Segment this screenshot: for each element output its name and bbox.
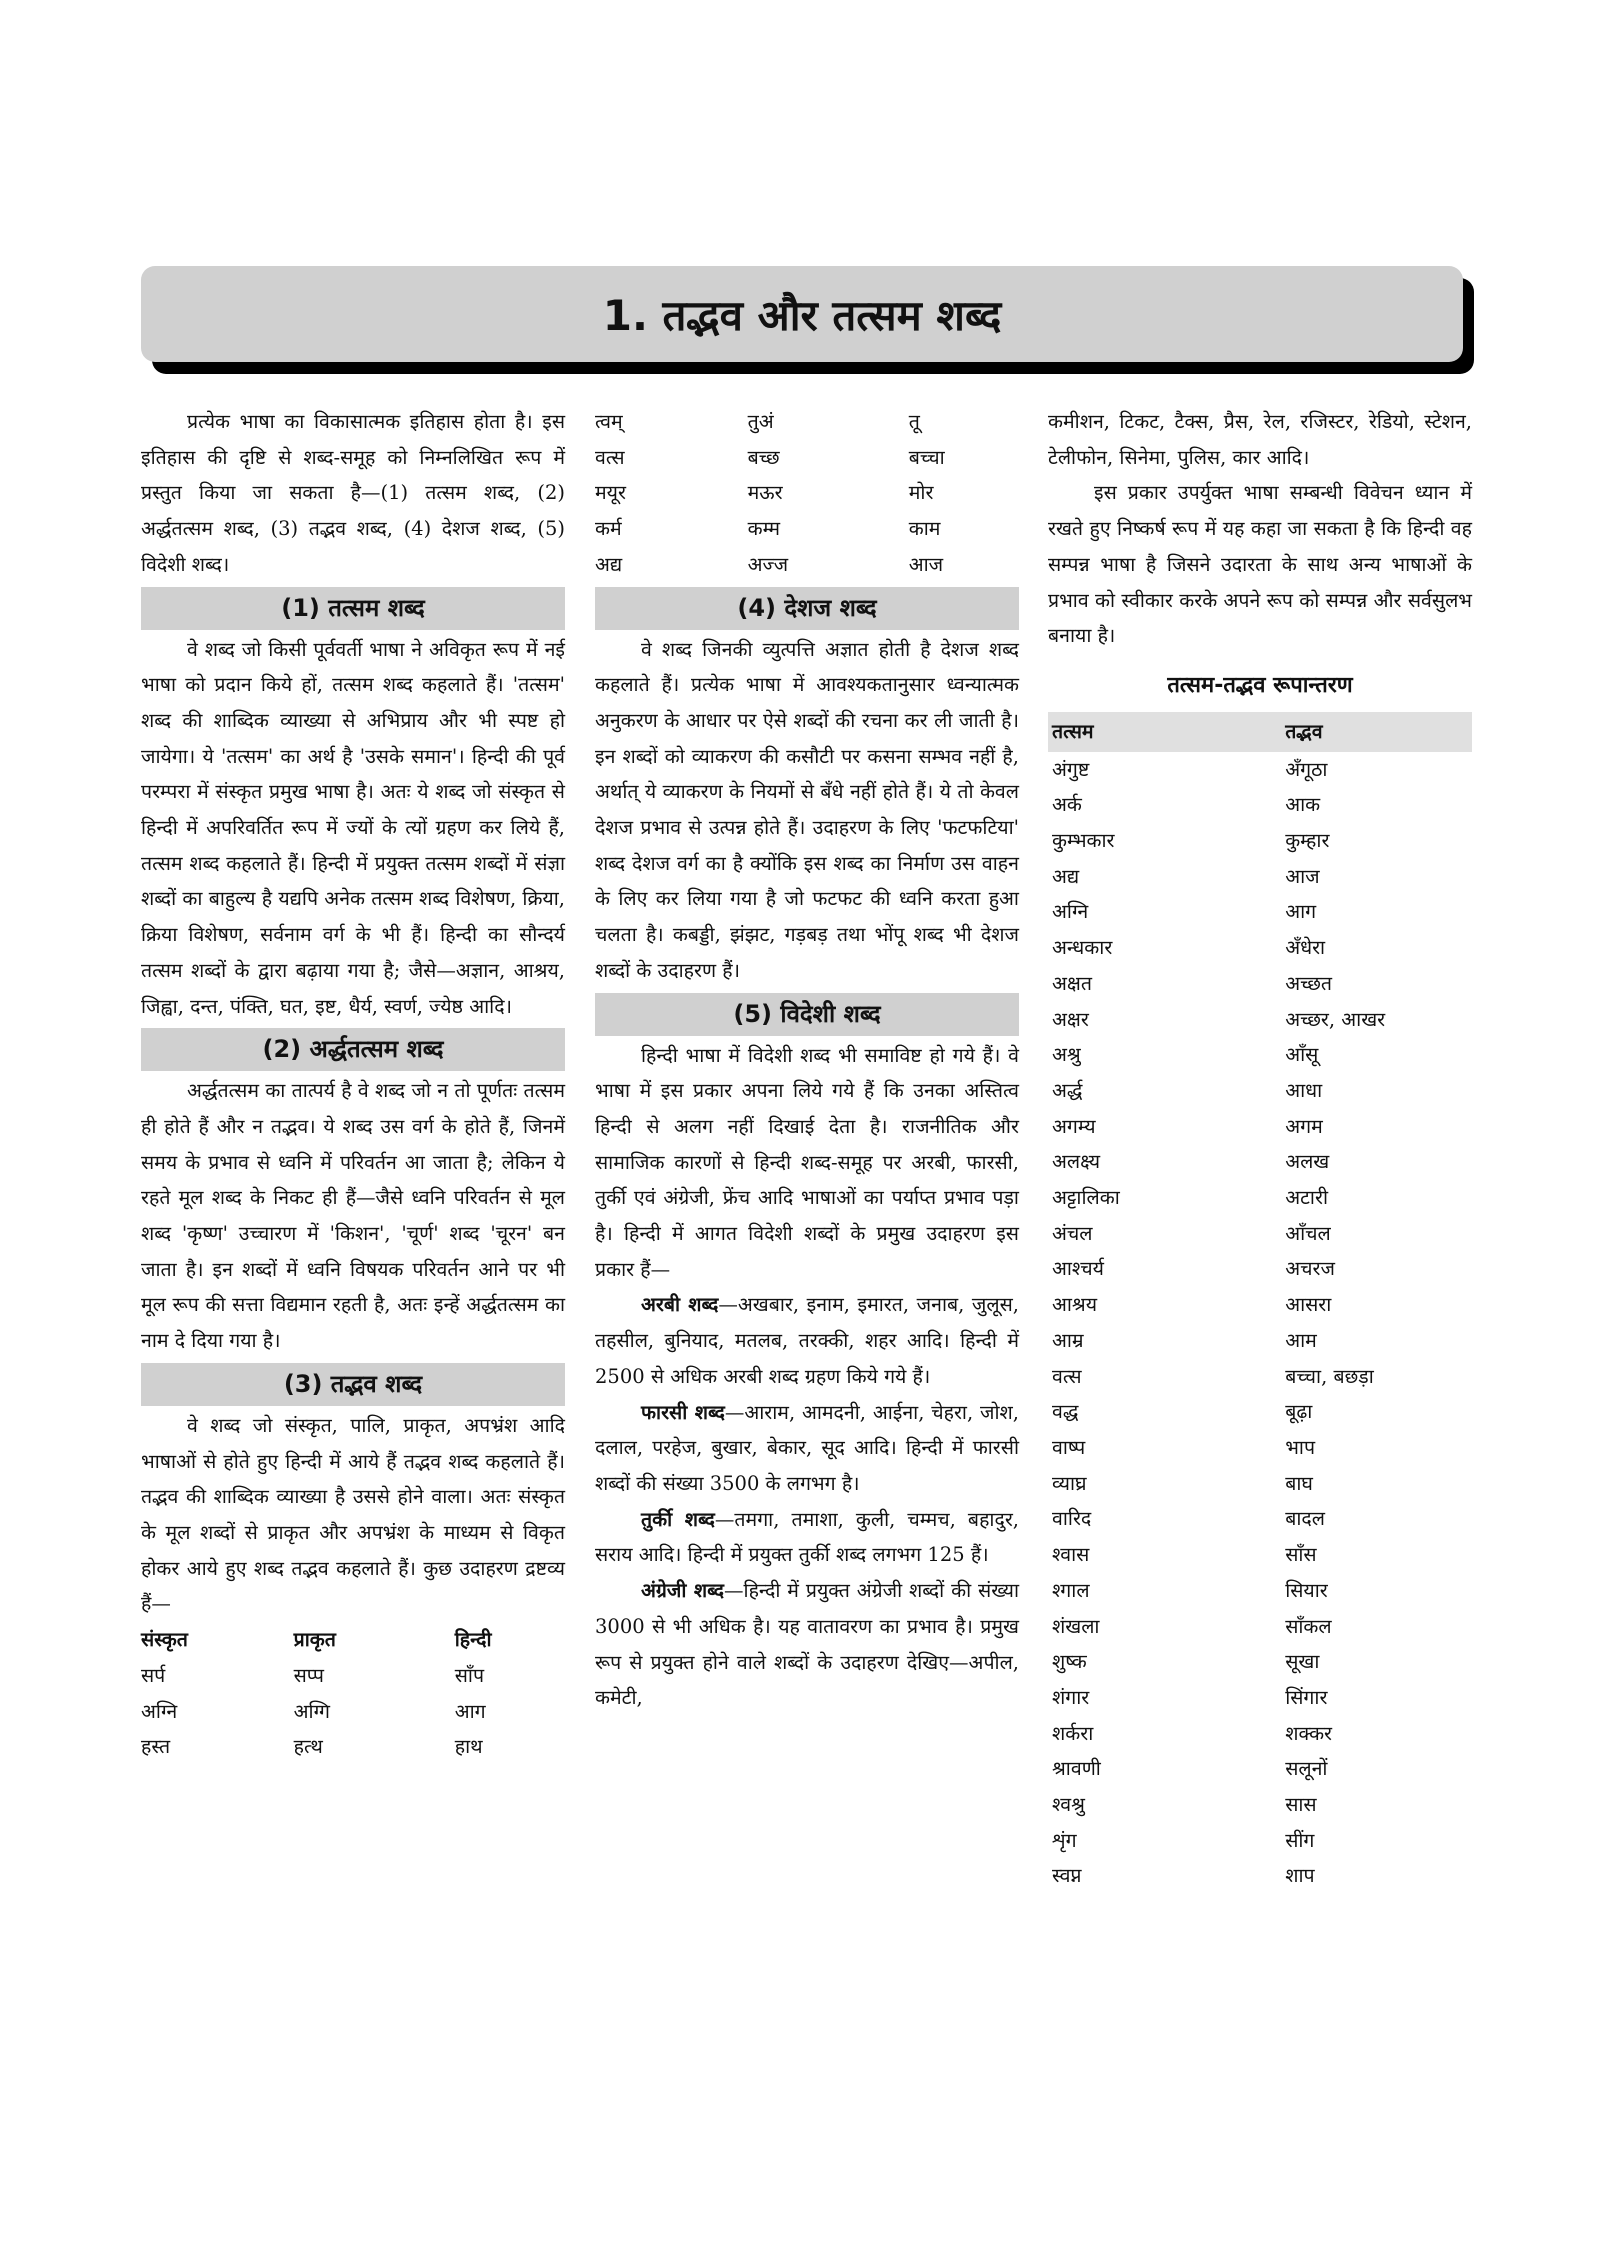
column-3: [1048, 404, 1472, 1894]
conversion-table-title: तत्सम-तद्भव रूपान्तरण: [1167, 672, 1353, 698]
tadbhav-cell: आक: [1285, 793, 1321, 817]
tatsam-paragraph: वे शब्द जो किसी पूर्ववर्ती भाषा ने अविकृत रूप में नई भाषा को प्रदान किये हों, तत्सम शब्द कहलाते हैं। 'तत्सम' शब्द की शाब्दिक व्याख्या से अभिप्राय और भी स्पष्ट हो जायेगा। ये 'तत्सम' का अर्थ है 'उसके समान'। हिन्दी की पूर्व परम्परा में संस्कृत प्रमुख भाषा है। अतः ये शब्द जो संस्कृत से हिन्दी में अपरिवर्तित रूप में ज्यों के त्यों ग्रहण कर लिये हैं, तत्सम शब्द कहलाते हैं। हिन्दी में प्रयुक्त तत्सम शब्दों में संज्ञा शब्दों का बाहुल्य है यद्यपि अनेक तत्सम शब्द विशेषण, क्रिया, क्रिया विशेषण, सर्वनाम वर्ग के भी हैं। हिन्दी का सौन्दर्य तत्सम शब्दों के द्वारा बढ़ाया गया है; जैसे—अज्ञान, आश्रय, जिह्वा, दन्त, पंक्ति, घत, इष्ट, धैर्य, स्वर्ण, ज्येष्ठ आदि।: [141, 637, 565, 1018]
tatsam-cell: अलक्ष्य: [1052, 1150, 1101, 1174]
table-row: [1048, 1823, 1472, 1859]
tadbhav-cell: अँगूठा: [1285, 757, 1328, 781]
table-cell: तू: [908, 410, 920, 433]
table-row: [1048, 1394, 1472, 1430]
table-row: [595, 440, 1019, 476]
section-heading-tatsam: (1) तत्सम शब्द: [141, 587, 565, 630]
section-heading-videshi: (5) विदेशी शब्द: [595, 993, 1019, 1036]
tatsam-cell: अद्य: [1052, 864, 1080, 888]
table-row: [141, 1729, 565, 1765]
table-row: [1048, 1037, 1472, 1073]
table-cell: मऊर: [747, 481, 783, 505]
table-cell: बच्छ: [747, 445, 780, 469]
tadbhav-cell: आँसू: [1285, 1043, 1319, 1067]
table-cell: वत्स: [595, 445, 625, 469]
table-row: [1048, 1430, 1472, 1466]
table-body: [1048, 752, 1472, 1895]
table-row: [595, 511, 1019, 547]
table-cell: आज: [908, 552, 944, 576]
tadbhav-cell: आँचल: [1285, 1221, 1331, 1245]
tadbhav-cell: शक्कर: [1285, 1721, 1333, 1745]
english-words-continued: कमीशन, टिकट, टैक्स, प्रैस, रेल, रजिस्टर, रेडियो, स्टेशन, टेलीफोन, सिनेमा, पुलिस, कार आदि।: [1048, 410, 1472, 469]
tatsam-cell: अंगुष्ट: [1052, 757, 1090, 781]
tadbhav-cell: अँधेरा: [1285, 936, 1326, 960]
tadbhav-cell: सियार: [1285, 1578, 1328, 1602]
arabi-text: —अखबार, इनाम, इमारत, जनाब, जुलूस, तहसील, बुनियाद, मतलब, तरक्की, शहर आदि। हिन्दी में 2500 से अधिक अरबी शब्द ग्रहण किये गये हैं।: [595, 1293, 1019, 1388]
table-cell: अज्ज: [747, 552, 789, 576]
table-row: [1048, 1002, 1472, 1038]
table-row: [1048, 1644, 1472, 1680]
table-row: [1048, 787, 1472, 823]
table-row: [1048, 1858, 1472, 1894]
table-cell: त्वम्: [595, 410, 623, 433]
tatsam-cell: श्रावणी: [1052, 1757, 1101, 1781]
tatsam-cell: शर्करा: [1052, 1721, 1094, 1745]
table-row: [1048, 1323, 1472, 1359]
tatsam-cell: कुम्भकार: [1052, 829, 1115, 853]
tadbhav-cell: आग: [1285, 900, 1317, 924]
table-cell: कर्म: [595, 517, 622, 541]
tadbhav-cell: सास: [1285, 1793, 1317, 1817]
tatsam-cell: स्वप्न: [1052, 1864, 1082, 1888]
table-row: [595, 475, 1019, 511]
arabi-paragraph: [595, 1287, 1019, 1394]
table-row: [1048, 1716, 1472, 1752]
tadbhav-cell: अटारी: [1285, 1186, 1328, 1210]
table-cell: आग: [454, 1699, 486, 1723]
tadbhav-cell: अच्छत: [1285, 971, 1333, 995]
tatsam-cell: वारिद: [1052, 1507, 1092, 1531]
section-heading-ardhtatsam: (2) अर्द्धतत्सम शब्द: [141, 1028, 565, 1071]
tatsam-cell: शंखला: [1052, 1614, 1100, 1638]
table-row: [1048, 823, 1472, 859]
table-row: [1048, 894, 1472, 930]
angrezi-text: —हिन्दी में प्रयुक्त अंग्रेजी शब्दों की संख्या 3000 से भी अधिक है। यह वातावरण का प्रभाव है। प्रमुख रूप से प्रयुक्त होने वाले शब्दों के उदाहरण देखिए—अपील, कमेटी,: [595, 1579, 1020, 1710]
turki-text: —तमगा, तमाशा, कुली, चम्मच, बहादुर, सराय आदि। हिन्दी में प्रयुक्त तुर्की शब्द लगभग 125 हैं।: [595, 1507, 1019, 1567]
angrezi-lead: अंग्रेजी शब्द: [641, 1579, 725, 1603]
table-row: [1048, 1144, 1472, 1180]
tatsam-cell: व्याघ्र: [1052, 1471, 1087, 1495]
tatsam-cell: आम्र: [1052, 1328, 1084, 1352]
table-cell: अग्गि: [293, 1699, 331, 1723]
example-table-2: [595, 404, 1019, 583]
table-row: [1048, 1501, 1472, 1537]
table-cell: तुअं: [747, 410, 774, 433]
table-row: [1048, 966, 1472, 1002]
tadbhav-cell: साँस: [1285, 1543, 1317, 1567]
tadbhav-cell: सलूनों: [1285, 1757, 1328, 1781]
table-row: [595, 547, 1019, 583]
header-sanskrit: संस्कृत: [141, 1628, 188, 1652]
tatsam-cell: अट्टालिका: [1052, 1186, 1120, 1210]
page-title-text: 1. तद्भव और तत्सम शब्द: [602, 290, 1002, 340]
tadbhav-cell: सूखा: [1285, 1650, 1320, 1674]
table-cell: हाथ: [454, 1735, 483, 1759]
table-row: [1048, 1751, 1472, 1787]
tatsam-cell: शंगार: [1052, 1685, 1090, 1709]
table-row: [1048, 1109, 1472, 1145]
table-header-row: [1048, 712, 1472, 752]
ardhtatsam-paragraph: अर्द्धतत्सम का तात्पर्य है वे शब्द जो न तो पूर्णतः तत्सम ही होते हैं और न तद्भव। ये शब्द उस वर्ग के होते हैं, जिनमें समय के प्रभाव से ध्वनि में परिवर्तन आ जाता है; लेकिन ये रहते मूल शब्द के निकट ही हैं—जैसे ध्वनि परिवर्तन से मूल शब्द 'कृष्ण' उच्चारण में 'किशन', 'चूर्ण' शब्द 'चूरन' बन जाता है। इन शब्दों में ध्वनि विषयक परिवर्तन आने पर भी मूल रूप की सत्ता विद्यमान रहती है, अतः इन्हें अर्द्धतत्सम का नाम दे दिया गया है।: [141, 1079, 565, 1353]
table-row: [1048, 1609, 1472, 1645]
table-row: [141, 1658, 565, 1694]
header-prakrit: प्राकृत: [293, 1628, 336, 1652]
tatsam-cell: शुष्क: [1052, 1650, 1087, 1674]
farsi-lead: फारसी शब्द: [641, 1400, 725, 1424]
table-cell: हस्त: [141, 1735, 171, 1759]
table-cell: काम: [908, 517, 941, 541]
tatsam-cell: वाष्प: [1052, 1435, 1086, 1459]
farsi-paragraph: [595, 1395, 1019, 1502]
tadbhav-cell: अलख: [1285, 1150, 1330, 1174]
section-heading-deshaj: (4) देशज शब्द: [595, 587, 1019, 630]
example-table-1: [141, 1622, 565, 1765]
table-row: [1048, 1359, 1472, 1395]
tatsam-cell: अश्रु: [1052, 1043, 1081, 1067]
tadbhav-cell: सिंगार: [1285, 1685, 1328, 1709]
tatsam-cell: वद्ध: [1052, 1400, 1079, 1424]
tatsam-cell: श्वश्रु: [1052, 1793, 1085, 1817]
tatsam-cell: श्गाल: [1052, 1578, 1090, 1602]
tatsam-cell: अक्षत: [1052, 971, 1092, 995]
table-cell: मयूर: [595, 481, 626, 505]
tadbhav-cell: सींग: [1285, 1828, 1315, 1852]
tadbhav-cell: अच्छर, आखर: [1285, 1007, 1386, 1031]
header-tadbhav: तद्भव: [1281, 712, 1472, 752]
tadbhav-paragraph: वे शब्द जो संस्कृत, पालि, प्राकृत, अपभ्रंश आदि भाषाओं से होते हुए हिन्दी में आये हैं तद्भव शब्द कहलाते हैं। तद्भव की शाब्दिक व्याख्या है उससे होने वाला। अतः संस्कृत के मूल शब्दों से प्राकृत और अपभ्रंश के माध्यम से विकृत होकर आये हुए शब्द तद्भव कहलाते हैं। कुछ उदाहरण द्रष्टव्य हैं—: [141, 1413, 565, 1616]
tatsam-cell: अंचल: [1052, 1221, 1093, 1245]
table-cell: अग्नि: [141, 1699, 178, 1723]
tadbhav-cell: आसरा: [1285, 1293, 1332, 1317]
table-cell: साँप: [454, 1663, 485, 1687]
table-cell: मोर: [908, 481, 934, 505]
table-row: [1048, 859, 1472, 895]
tadbhav-cell: अगम: [1285, 1114, 1323, 1138]
column-1: [141, 404, 565, 1765]
tadbhav-cell: शाप: [1285, 1864, 1315, 1888]
table-row: [1048, 752, 1472, 788]
turki-paragraph: [595, 1502, 1019, 1573]
tadbhav-cell: बादल: [1285, 1507, 1325, 1531]
table-cell: सप्प: [293, 1663, 324, 1687]
tatsam-tadbhav-table: [1048, 712, 1472, 1895]
tatsam-cell: श्वास: [1052, 1543, 1090, 1567]
arabi-lead: अरबी शब्द: [641, 1293, 719, 1317]
table-row: [1048, 1787, 1472, 1823]
angrezi-paragraph: [595, 1573, 1019, 1716]
tadbhav-cell: आज: [1285, 864, 1320, 888]
tadbhav-cell: बच्चा, बछड़ा: [1285, 1364, 1374, 1388]
tatsam-cell: अगम्य: [1052, 1114, 1096, 1138]
table-row: [1048, 1216, 1472, 1252]
table-row: [1048, 1180, 1472, 1216]
tadbhav-cell: भाप: [1285, 1435, 1316, 1459]
table-row: [1048, 1537, 1472, 1573]
deshaj-paragraph: वे शब्द जिनकी व्युत्पत्ति अज्ञात होती है देशज शब्द कहलाते हैं। प्रत्येक भाषा में आवश्यकतानुसार ध्वन्यात्मक अनुकरण के आधार पर ऐसे शब्दों की रचना कर ली जाती है। इन शब्दों को व्याकरण की कसौटी पर कसना सम्भव नहीं है, अर्थात् ये व्याकरण के नियमों से बँधे नहीं होते हैं। ये तो केवल देशज प्रभाव से उत्पन्न होते हैं। उदाहरण के लिए 'फटफटिया' शब्द देशज वर्ग का है क्योंकि इस शब्द का निर्माण उस वाहन के लिए कर लिया गया है जो फटफट की ध्वनि करता हुआ चलता है। कबड्डी, झंझट, गड़बड़ तथा भोंपू शब्द भी देशज शब्दों के उदाहरण हैं।: [595, 637, 1019, 982]
table-row: [141, 1694, 565, 1730]
tadbhav-cell: आम: [1285, 1328, 1317, 1352]
intro-paragraph: प्रत्येक भाषा का विकासात्मक इतिहास होता है। इस इतिहास की दृष्टि से शब्द-समूह को निम्नलिखित रूप में प्रस्तुत किया जा सकता है—(1) तत्सम शब्द, (2) अर्द्धतत्सम शब्द, (3) तद्भव शब्द, (4) देशज शब्द, (5) विदेशी शब्द।: [141, 410, 565, 576]
tatsam-cell: आश्रय: [1052, 1293, 1098, 1317]
table-row: [1048, 1251, 1472, 1287]
table-cell: अद्य: [595, 552, 623, 576]
table-row: [1048, 1073, 1472, 1109]
table-row: [1048, 1680, 1472, 1716]
column-2: [595, 404, 1019, 1716]
table-row: [1048, 930, 1472, 966]
tadbhav-cell: बूढ़ा: [1285, 1400, 1313, 1424]
table-header-row: [141, 1622, 565, 1658]
tadbhav-cell: अचरज: [1285, 1257, 1335, 1281]
tatsam-cell: अन्धकार: [1052, 936, 1113, 960]
tatsam-cell: अर्द्ध: [1052, 1078, 1083, 1102]
tatsam-cell: आश्चर्य: [1052, 1257, 1104, 1281]
page-title: [141, 266, 1463, 362]
table-row: [1048, 1466, 1472, 1502]
table-row: [1048, 1287, 1472, 1323]
tadbhav-cell: कुम्हार: [1285, 829, 1330, 853]
tadbhav-cell: बाघ: [1285, 1471, 1313, 1495]
tatsam-cell: अक्षर: [1052, 1007, 1089, 1031]
conclusion-paragraph: इस प्रकार उपर्युक्त भाषा सम्बन्धी विवेचन ध्यान में रखते हुए निष्कर्ष रूप में यह कहा जा सकता है कि हिन्दी वह सम्पन्न भाषा है जिसने उदारता के साथ अन्य भाषाओं के प्रभाव को स्वीकार करके अपने रूप को सम्पन्न और सर्वसुलभ बनाया है।: [1048, 481, 1472, 648]
tadbhav-cell: आधा: [1285, 1078, 1323, 1102]
tatsam-cell: वत्स: [1052, 1364, 1082, 1388]
tatsam-cell: अर्क: [1052, 793, 1082, 817]
header-hindi: हिन्दी: [454, 1628, 492, 1652]
videshi-paragraph: हिन्दी भाषा में विदेशी शब्द भी समाविष्ट हो गये हैं। वे भाषा में इस प्रकार अपना लिये गये हैं कि उनका अस्तित्व हिन्दी से अलग नहीं दिखाई देता है। राजनीतिक और सामाजिक कारणों से हिन्दी शब्द-समूह पर अरबी, फारसी, तुर्की एवं अंग्रेजी, फ्रेंच आदि भाषाओं का पर्याप्त प्रभाव पड़ा है। हिन्दी में आगत विदेशी शब्दों के प्रमुख उदाहरण इस प्रकार हैं—: [595, 1043, 1019, 1281]
table-cell: बच्चा: [908, 445, 945, 469]
header-tatsam: तत्सम: [1048, 712, 1281, 752]
table-row: [1048, 1573, 1472, 1609]
table-cell: कम्म: [747, 517, 781, 541]
tatsam-cell: शृंग: [1052, 1828, 1077, 1852]
table-row: [595, 404, 1019, 440]
tatsam-cell: अग्नि: [1052, 900, 1089, 924]
section-heading-tadbhav: (3) तद्भव शब्द: [141, 1363, 565, 1406]
turki-lead: तुर्की शब्द: [641, 1507, 715, 1531]
table-cell: हत्थ: [293, 1735, 323, 1759]
tadbhav-cell: साँकल: [1285, 1614, 1332, 1638]
farsi-text: —आराम, आमदनी, आईना, चेहरा, जोश, दलाल, परहेज, बुखार, बेकार, सूद आदि। हिन्दी में फारसी शब्दों की संख्या 3500 के लगभग है।: [595, 1400, 1019, 1495]
table-cell: सर्प: [141, 1663, 166, 1687]
